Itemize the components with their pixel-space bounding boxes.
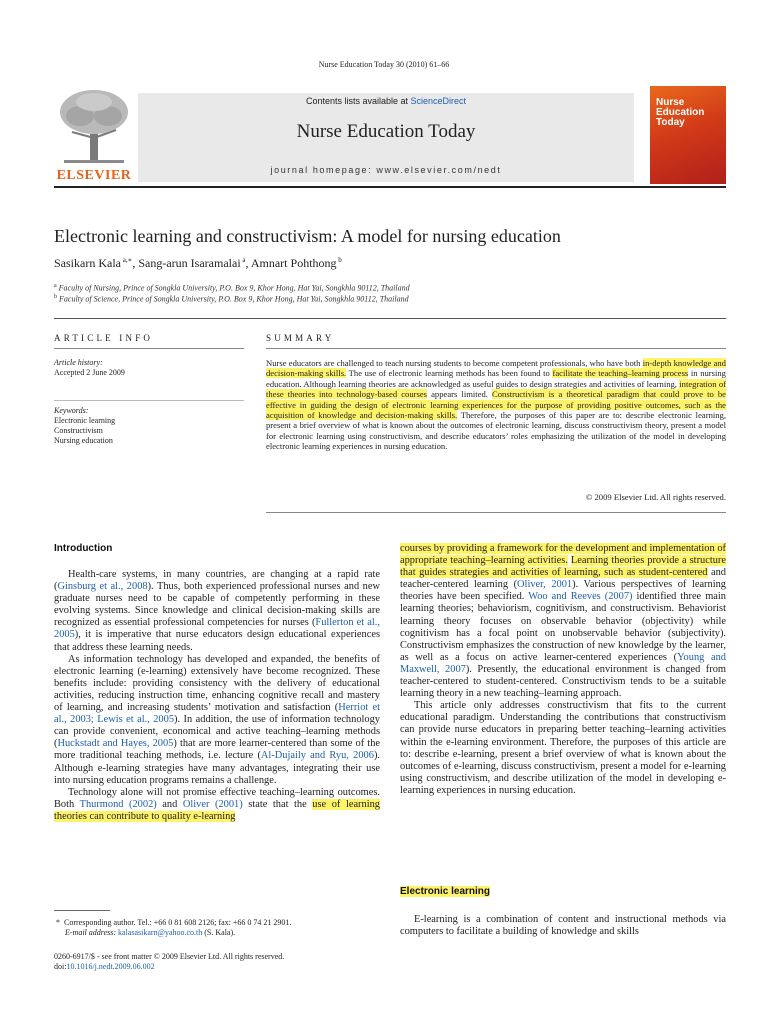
header-rule: [54, 318, 726, 319]
author-name: Amnart Pohthong: [250, 256, 337, 270]
affiliation-a: [54, 283, 410, 293]
affiliation-mark: b: [54, 294, 57, 300]
highlighted-text: facilitate the teaching–learning process: [552, 368, 689, 379]
paragraph: E-learning is a combination of content and instructional methods via computers to facilitate a building of knowledge and skills: [400, 914, 726, 938]
summary-rule: [266, 348, 726, 349]
body-column-right-continued: [400, 914, 726, 938]
citation-link[interactable]: Al-Dujaily and Ryu, 2006: [260, 750, 374, 762]
body-text: ), it is imperative that nurse educators design educational experiences that address these learning needs.: [54, 629, 380, 653]
body-text: ). Presently, the educational environment is changed from teacher-centered to student-centered. Constructivism tends to be a suitable learning theory in a new teaching–learning approach.: [400, 663, 726, 700]
article-info-heading: ARTICLE INFO: [54, 333, 154, 343]
paragraph: [400, 543, 726, 700]
footnote-email-line: [54, 928, 384, 938]
cover-title: Nurse Education Today: [656, 97, 705, 128]
body-text: Health-care systems, in many countries, are changing at a rapid rate (: [54, 569, 380, 593]
body-text: As information technology has developed and expanded, the benefits of electronic learning (e-learning) extensively have become recognized. These benefits include: providing consistency with the delivery of educational activities, reducing instruction time, enhancing cognitive recall and mastery of learning, and increasing students’ motivation and satisfaction (: [54, 653, 380, 714]
citation-link[interactable]: Fullerton et al., 2005: [54, 617, 380, 641]
footnote-text: (S. Kala).: [202, 928, 236, 937]
body-text: ). In addition, the use of information technology can provide convenient, economical and active teaching–learning methods (: [54, 714, 380, 750]
email-label: E-mail address:: [65, 928, 119, 937]
body-text: identified three main learning theories; behaviorism, cognitivism, and constructivism. Behaviorist learning theory focuses on observable behavior (objectivity) while cognitivism has a focal point on unobservable behavior (subjectivity). Constructivism emphasizes the construction of new knowledge by the learner, as well as a focus on active learner-centered experiences (: [400, 591, 726, 663]
doi-link[interactable]: 10.1016/j.nedt.2009.06.002: [66, 962, 155, 971]
affiliation-mark: a: [54, 283, 57, 289]
email-link[interactable]: kalasasikarn@yahoo.co.th: [118, 928, 203, 937]
issn-line: 0260-6917/$ - see front matter © 2009 Elsevier Ltd. All rights reserved.: [54, 952, 285, 961]
highlighted-text: courses by providing a framework for the development and implementation of appropriate teaching–learning activities.: [400, 543, 726, 567]
highlighted-text: use of learning theories can contribute to quality e-learning: [54, 798, 380, 822]
paragraph: This article only addresses constructivism that fits to the current educational paradigm. Understanding the contributions that constructivism can provide nurse educators in preparing better teaching–learning activities within the e-learning environment. Therefore, the purposes of this article are to: describe e-learning, present a brief overview of what is known about the outcomes of e-learning, discuss constructivism, present a model for e-learning using constructivism, and describe utilization of the model in developing e-learning experiences in nursing education.: [400, 700, 726, 796]
keyword: Constructivism: [54, 426, 103, 435]
summary-text: [266, 358, 726, 452]
elsevier-logo: [54, 86, 134, 184]
keywords-rule: [54, 400, 244, 401]
elsevier-wordmark: ELSEVIER: [56, 168, 132, 183]
body-text: state that the: [242, 798, 313, 810]
affiliation-b: [54, 294, 409, 304]
article-history: [54, 358, 244, 378]
paragraph: [54, 654, 380, 787]
keywords: [54, 406, 244, 446]
footnote-mark: *: [56, 918, 60, 927]
history-label: Article history:: [54, 358, 103, 367]
highlighted-heading: Electronic learning: [400, 886, 491, 897]
summary-text-segment: Nurse educators are challenged to teach nursing students to become competent professionals, who have both: [266, 358, 643, 368]
body-text: ). Although e-learning strategies have many advantages, integrating their use into nursing education programs remains a challenge.: [54, 750, 380, 786]
highlighted-text: Learning theories provide a structure that guides strategies and activities of learning, such as student-centered: [400, 555, 726, 579]
section-heading-electronic-learning: [400, 886, 490, 897]
masthead-rule: [54, 186, 726, 188]
doi-line: [54, 962, 284, 972]
footnote-text: Corresponding author. Tel.: +66 0 81 608 2126; fax: +66 0 74 21 2901.: [64, 918, 292, 927]
tree-icon: [54, 86, 134, 166]
author-name: Sang-arun Isaramalai: [138, 256, 241, 270]
body-column-left: [54, 569, 380, 823]
journal-title: Nurse Education Today: [296, 121, 476, 142]
citation-link[interactable]: Ginsburg et al., 2008: [57, 581, 148, 593]
author-affiliation-mark: a: [242, 256, 246, 264]
author-list: Sasikarn Kala $^{a,∗}$, Sang-arun Isaramalai $^a$, Amnart Pohthong $^b$: [54, 256, 342, 270]
corresponding-author-footnote: [54, 918, 384, 938]
paragraph: [54, 787, 380, 823]
affiliation-text: Faculty of Nursing, Prince of Songkla University, P.O. Box 9, Khor Hong, Hat Yai, Songkhla 90112, Thailand: [58, 283, 410, 293]
journal-cover-image: [650, 86, 726, 184]
section-heading-introduction: Introduction: [54, 543, 113, 554]
summary-text-segment: Therefore, the purposes of this paper are to: describe electronic learning, present a brief overview of what is known about the outcomes of electronic learning, discuss constructivism theory, present a model for electronic learning using constructivism, and describe educators’ roles emphasizing the utilization of the model in developing electronic learning experiences in nursing education.: [266, 410, 726, 452]
summary-text-segment: in nursing education. Although learning theories are acknowledged as useful guides to design strategies and activities of learning,: [266, 368, 726, 389]
body-column-right: [400, 543, 726, 797]
journal-masthead: [138, 93, 634, 182]
body-text: ). Thus, both experienced professional nurses and new graduate nurses need to be capable of competently performing in these evolving systems. Since knowledge and clinical decision-making skills are recognized as essential professional competencies for nurses (: [54, 581, 380, 629]
affiliation-text: Faculty of Science, Prince of Songkla University, P.O. Box 9, Khor Hong, Hat Yai, Songkhla 90112, Thailand: [59, 294, 409, 304]
highlighted-text: Constructivism is a theoretical paradigm that could prove to be effective in guiding the design of electronic learning experiences for the purpose of providing positive outcomes, such as the acquisition of knowledge and decision-making skills.: [266, 389, 726, 421]
sciencedirect-link[interactable]: ScienceDirect: [410, 96, 467, 106]
journal-homepage[interactable]: journal homepage: www.elsevier.com/nedt: [270, 165, 502, 175]
summary-heading: SUMMARY: [266, 333, 335, 343]
author-affiliation-mark: b: [338, 256, 342, 264]
article-info-rule: [54, 348, 244, 349]
summary-text-segment: appears limited.: [427, 389, 493, 400]
summary-bottom-rule: [266, 512, 726, 513]
author-name: Sasikarn Kala: [54, 256, 121, 270]
keyword: Nursing education: [54, 436, 113, 445]
footnote-line: [54, 918, 384, 928]
citation-link[interactable]: Young and Maxwell, 2007: [400, 651, 726, 675]
citation-link[interactable]: Woo and Reeves (2007): [528, 591, 633, 603]
contents-line: [138, 96, 634, 106]
citation-link[interactable]: Oliver, 2001: [517, 579, 573, 591]
contents-prefix: Contents lists available at: [305, 96, 411, 106]
doi-label: doi:: [54, 962, 67, 971]
body-text: Technology alone will not promise effective teaching–learning outcomes. Both: [54, 786, 380, 810]
journal-reference: Nurse Education Today 30 (2010) 61–66: [318, 60, 450, 69]
copyright-notice: © 2009 Elsevier Ltd. All rights reserved.: [585, 492, 726, 502]
footnote-rule: [54, 910, 110, 911]
author-affiliation-mark: a,∗: [122, 256, 133, 264]
highlighted-text: in-depth knowledge and decision-making skills.: [266, 358, 726, 379]
citation-link[interactable]: Herriot et al., 2003; Lewis et al., 2005: [54, 702, 380, 726]
keywords-label: Keywords:: [54, 406, 89, 415]
body-text: ). Various perspectives of learning theories have been specified.: [400, 579, 726, 603]
summary-text-segment: The use of electronic learning methods has been found to: [346, 368, 553, 379]
citation-link[interactable]: Oliver (2001): [182, 798, 243, 810]
front-matter-meta: [54, 952, 284, 972]
keyword: Electronic learning: [54, 416, 116, 425]
highlighted-text: integration of these theories into technology-based courses: [266, 378, 726, 400]
article-title: Electronic learning and constructivism: A model for nursing education: [54, 226, 561, 246]
citation-link[interactable]: Huckstadt and Hayes, 2005: [57, 738, 174, 750]
citation-link[interactable]: Thurmond (2002): [79, 798, 157, 810]
body-text: and teacher-centered learning (: [400, 567, 726, 591]
body-text: ) that are more learner-centered than some of the more traditional teaching methods, i.e. lecture (: [54, 738, 380, 762]
paragraph: [54, 569, 380, 654]
body-text: and: [156, 798, 183, 810]
history-value: Accepted 2 June 2009: [54, 368, 125, 377]
